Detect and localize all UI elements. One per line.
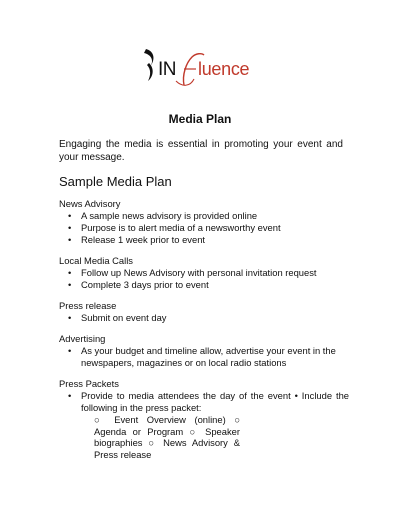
svg-text:IN: IN bbox=[158, 59, 176, 80]
press-packet-subitems: ○ Event Overview (online) ○ Agenda or Program ○ Speaker biographies ○ News Advisory & Press release bbox=[94, 414, 240, 460]
press-packets-section bbox=[59, 378, 349, 414]
list-item: • Follow up News Advisory with personal invitation request bbox=[59, 267, 349, 279]
section-heading: Advertising bbox=[59, 333, 106, 344]
list-item: • Submit on event day bbox=[59, 312, 349, 324]
section-heading: Local Media Calls bbox=[59, 255, 133, 266]
news-advisory-section bbox=[59, 198, 349, 246]
bullet-list bbox=[59, 345, 349, 369]
influence-logo bbox=[140, 45, 270, 91]
press-release-section bbox=[59, 300, 349, 324]
bullet-list bbox=[59, 267, 349, 291]
list-item: • A sample news advisory is provided online bbox=[59, 210, 349, 222]
list-item: • Release 1 week prior to event bbox=[59, 234, 349, 246]
advertising-section bbox=[59, 333, 349, 369]
intro-paragraph: Engaging the media is essential in promoting your event and your message. bbox=[59, 139, 343, 163]
svg-text:luence: luence bbox=[198, 59, 250, 79]
section-heading: Press Packets bbox=[59, 378, 119, 389]
bullet-list bbox=[59, 312, 349, 324]
bullet-list bbox=[59, 210, 349, 246]
section-title: Sample Media Plan bbox=[59, 174, 172, 189]
section-heading: Press release bbox=[59, 300, 117, 311]
list-item: • Complete 3 days prior to event bbox=[59, 279, 349, 291]
list-item: • Purpose is to alert media of a newsworthy event bbox=[59, 222, 349, 234]
list-item: • Provide to media attendees the day of the event • Include the following in the press packet: bbox=[59, 390, 349, 414]
page-title: Media Plan bbox=[168, 112, 232, 126]
bullet-list bbox=[59, 390, 349, 414]
section-heading: News Advisory bbox=[59, 198, 121, 209]
list-item: • As your budget and timeline allow, advertise your event in the newspapers, magazines or on local radio stations bbox=[59, 345, 349, 369]
local-media-calls-section bbox=[59, 255, 349, 291]
